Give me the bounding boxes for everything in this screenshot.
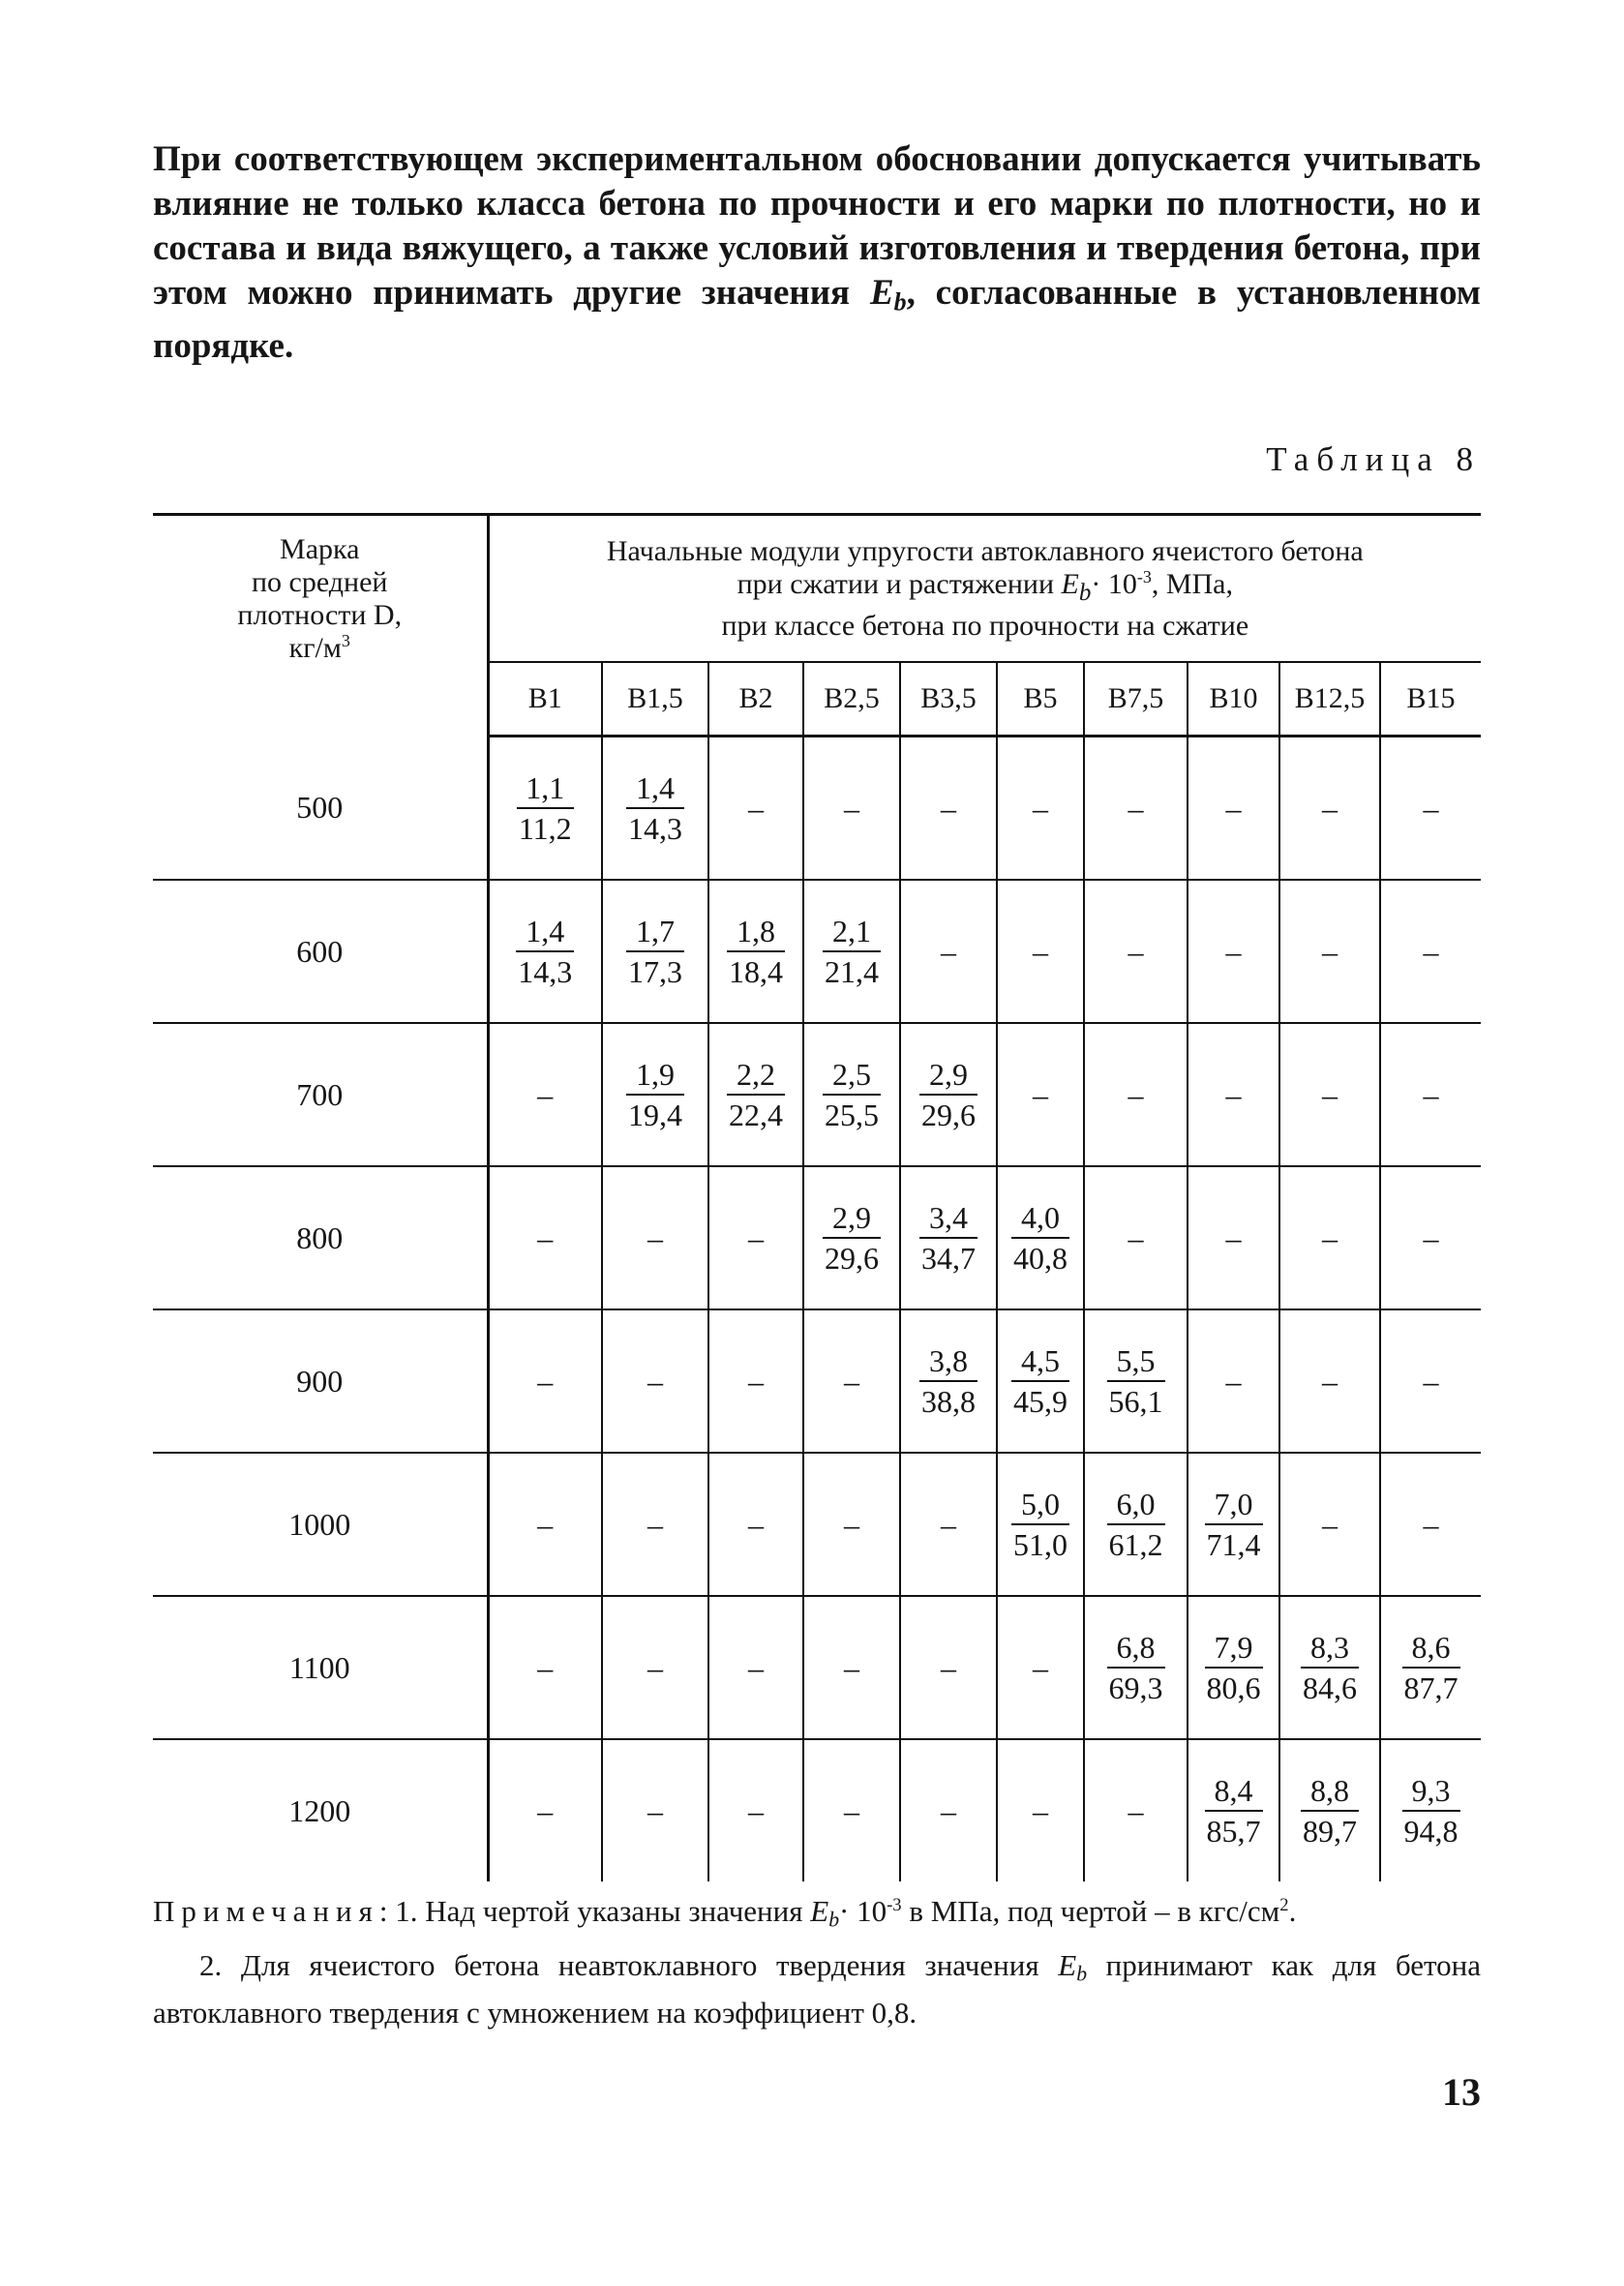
empty-cell: – <box>1084 737 1188 881</box>
modulus-fraction <box>919 1341 977 1421</box>
modulus-kgf: 11,2 <box>518 811 572 846</box>
density-cell: 1000 <box>153 1453 488 1596</box>
empty-cell: – <box>488 1166 602 1309</box>
modulus-cell <box>1188 1596 1279 1739</box>
modulus-mpa: 5,0 <box>1011 1485 1069 1525</box>
modulus-cell <box>1188 1739 1279 1881</box>
empty-cell: – <box>900 880 997 1023</box>
note-1: Примечания: 1. Над чертой указаны значения $E_b\cdot 10^{-3}$ в МПа, под чертой – в кгс/$см^2$. <box>153 1894 1297 1932</box>
modulus-cell <box>602 1023 708 1166</box>
modulus-fraction <box>1402 1771 1460 1850</box>
modulus-mpa: 8,8 <box>1301 1771 1359 1812</box>
modulus-mpa: 5,5 <box>1107 1341 1165 1382</box>
empty-cell: – <box>1279 1166 1380 1309</box>
empty-cell: – <box>1279 1453 1380 1596</box>
modulus-cell <box>900 1309 997 1453</box>
modulus-fraction <box>1011 1341 1069 1421</box>
modulus-mpa: 8,4 <box>1205 1771 1263 1812</box>
modulus-fraction <box>919 1055 977 1134</box>
empty-cell: – <box>997 737 1084 881</box>
empty-cell: – <box>997 1023 1084 1166</box>
empty-cell: – <box>1279 737 1380 881</box>
modulus-mpa: 7,9 <box>1205 1628 1263 1669</box>
modulus-mpa: 4,5 <box>1011 1341 1069 1382</box>
modulus-kgf: 14,3 <box>518 954 573 989</box>
modulus-kgf: 22,4 <box>729 1098 783 1132</box>
modulus-kgf: 19,4 <box>628 1098 682 1132</box>
modulus-mpa: 1,9 <box>626 1055 684 1096</box>
empty-cell: – <box>488 1023 602 1166</box>
empty-cell: – <box>1279 880 1380 1023</box>
modulus-fraction <box>919 1198 977 1278</box>
modulus-cell <box>1380 1596 1481 1739</box>
modulus-mpa: 8,6 <box>1402 1628 1460 1669</box>
modulus-header: Начальные модули упругости автоклавного ячеистого бетона при сжатии и растяжении $E_b\cdot 10^{-3}$, МПа, при классе бетона по прочности на сжатие <box>488 515 1481 663</box>
empty-cell: – <box>602 1739 708 1881</box>
empty-cell: – <box>1084 1023 1188 1166</box>
modulus-cell <box>708 1023 803 1166</box>
page-number: 13 <box>1442 2070 1481 2114</box>
empty-cell: – <box>900 1596 997 1739</box>
modulus-kgf: 56,1 <box>1108 1384 1163 1419</box>
modulus-fraction <box>1107 1485 1165 1564</box>
modulus-fraction <box>823 1055 881 1134</box>
modulus-cell <box>803 880 900 1023</box>
table-row <box>153 737 1481 881</box>
modulus-cell <box>1279 1739 1380 1881</box>
modulus-kgf: 61,2 <box>1108 1527 1163 1562</box>
modulus-cell <box>1188 1453 1279 1596</box>
modulus-mpa: 7,0 <box>1205 1485 1263 1525</box>
modulus-kgf: 25,5 <box>825 1098 879 1132</box>
class-header-cell: B3,5 <box>900 662 997 737</box>
modulus-mpa: 8,3 <box>1301 1628 1359 1669</box>
modulus-table <box>153 513 1481 1881</box>
modulus-kgf: 40,8 <box>1013 1241 1068 1276</box>
empty-cell: – <box>708 1596 803 1739</box>
empty-cell: – <box>803 1739 900 1881</box>
modulus-fraction <box>626 912 684 991</box>
modulus-mpa: 3,8 <box>919 1341 977 1382</box>
modulus-mpa: 2,9 <box>919 1055 977 1096</box>
table-row <box>153 880 1481 1023</box>
modulus-mpa: 2,1 <box>823 912 881 952</box>
modulus-fraction <box>727 1055 785 1134</box>
table-row <box>153 1739 1481 1881</box>
modulus-cell <box>997 1166 1084 1309</box>
modulus-mpa: 1,8 <box>727 912 785 952</box>
modulus-fraction <box>1011 1485 1069 1564</box>
empty-cell: – <box>602 1166 708 1309</box>
modulus-kgf: 71,4 <box>1206 1527 1261 1562</box>
table-row <box>153 1166 1481 1309</box>
empty-cell: – <box>803 1309 900 1453</box>
empty-cell: – <box>997 880 1084 1023</box>
modulus-fraction <box>1301 1628 1359 1707</box>
modulus-mpa: 1,7 <box>626 912 684 952</box>
empty-cell: – <box>708 1166 803 1309</box>
class-header-cell: B2,5 <box>803 662 900 737</box>
eb-symbol: $E_b$ <box>869 273 907 316</box>
empty-cell: – <box>900 737 997 881</box>
modulus-cell <box>602 880 708 1023</box>
empty-cell: – <box>708 1453 803 1596</box>
note-2: 2. Для ячеистого бетона неавтоклавного твердения значения $E_b$ принимают как для бетона автоклавного твердения с умножением на коэффициент 0,8. <box>153 1948 1481 2030</box>
modulus-mpa: 9,3 <box>1402 1771 1460 1812</box>
empty-cell: – <box>1279 1309 1380 1453</box>
empty-cell: – <box>537 1792 554 1828</box>
modulus-fraction <box>516 912 574 991</box>
empty-cell: – <box>708 737 803 881</box>
modulus-mpa: 1,4 <box>516 912 574 952</box>
empty-cell: – <box>1084 1739 1188 1881</box>
density-cell: 1200 <box>153 1739 488 1881</box>
modulus-mpa: 3,4 <box>919 1198 977 1239</box>
class-header-cell: B15 <box>1380 662 1481 737</box>
modulus-kgf: 87,7 <box>1403 1670 1459 1705</box>
modulus-kgf: 18,4 <box>729 954 783 989</box>
modulus-cell <box>488 880 602 1023</box>
empty-cell: – <box>1188 880 1279 1023</box>
modulus-kgf: 29,6 <box>921 1098 976 1132</box>
modulus-kgf: 34,7 <box>921 1241 976 1276</box>
table-caption: Таблица 8 <box>1266 440 1481 478</box>
empty-cell: – <box>708 1739 803 1881</box>
modulus-kgf: 38,8 <box>921 1384 976 1419</box>
empty-cell: – <box>900 1739 997 1881</box>
class-header-cell: B1,5 <box>602 662 708 737</box>
empty-cell: – <box>1380 1453 1481 1596</box>
empty-cell: – <box>1380 737 1481 881</box>
modulus-fraction <box>1402 1628 1460 1707</box>
class-header-cell: B12,5 <box>1279 662 1380 737</box>
empty-cell: – <box>488 1453 602 1596</box>
modulus-cell <box>803 1023 900 1166</box>
empty-cell: – <box>900 1453 997 1596</box>
modulus-mpa: 4,0 <box>1011 1198 1069 1239</box>
empty-cell: – <box>1084 880 1188 1023</box>
modulus-kgf: 17,3 <box>628 954 682 989</box>
modulus-fraction <box>1301 1771 1359 1850</box>
modulus-mpa: 1,4 <box>626 768 684 809</box>
empty-cell: – <box>997 1596 1084 1739</box>
modulus-cell <box>997 1453 1084 1596</box>
table-row <box>153 1023 1481 1166</box>
modulus-kgf: 94,8 <box>1403 1814 1459 1849</box>
modulus-mpa: 2,9 <box>823 1198 881 1239</box>
empty-cell: – <box>1188 737 1279 881</box>
modulus-cell <box>1380 1739 1481 1881</box>
table-notes <box>153 1892 1481 2032</box>
empty-cell: – <box>997 1739 1084 1881</box>
modulus-fraction <box>626 768 684 848</box>
empty-cell: – <box>1380 1166 1481 1309</box>
modulus-kgf: 69,3 <box>1108 1670 1163 1705</box>
modulus-kgf: 80,6 <box>1206 1670 1261 1705</box>
modulus-fraction <box>1107 1341 1165 1421</box>
modulus-mpa: 6,8 <box>1107 1628 1165 1669</box>
modulus-fraction <box>1205 1628 1263 1707</box>
density-cell: 600 <box>153 880 488 1023</box>
empty-cell: – <box>1380 1309 1481 1453</box>
modulus-mpa: 6,0 <box>1107 1485 1165 1525</box>
class-header-cell: B2 <box>708 662 803 737</box>
density-cell: 700 <box>153 1023 488 1166</box>
empty-cell: – <box>803 737 900 881</box>
modulus-fraction <box>1011 1198 1069 1278</box>
modulus-kgf: 89,7 <box>1303 1814 1357 1849</box>
class-header-cell: B1 <box>488 662 602 737</box>
empty-cell: – <box>488 1309 602 1453</box>
empty-cell: – <box>1188 1309 1279 1453</box>
modulus-cell <box>900 1166 997 1309</box>
modulus-cell <box>488 737 602 881</box>
modulus-fraction <box>517 768 574 848</box>
modulus-fraction <box>823 912 881 991</box>
modulus-fraction <box>823 1198 881 1278</box>
empty-cell: – <box>1188 1166 1279 1309</box>
modulus-fraction <box>1205 1485 1263 1564</box>
empty-cell: – <box>488 1596 602 1739</box>
modulus-cell <box>1084 1453 1188 1596</box>
modulus-kgf: 29,6 <box>825 1241 879 1276</box>
modulus-mpa: 2,2 <box>727 1055 785 1096</box>
empty-cell: – <box>1380 880 1481 1023</box>
modulus-cell <box>602 737 708 881</box>
empty-cell: – <box>1380 1023 1481 1166</box>
density-cell: 800 <box>153 1166 488 1309</box>
modulus-mpa: 2,5 <box>823 1055 881 1096</box>
density-cell: 500 <box>153 737 488 881</box>
modulus-kgf: 21,4 <box>825 954 879 989</box>
class-header-cell: B10 <box>1188 662 1279 737</box>
empty-cell: – <box>602 1309 708 1453</box>
modulus-kgf: 84,6 <box>1303 1670 1357 1705</box>
modulus-kgf: 51,0 <box>1013 1527 1068 1562</box>
modulus-fraction <box>1107 1628 1165 1707</box>
modulus-kgf: 45,9 <box>1013 1384 1068 1419</box>
modulus-kgf: 14,3 <box>628 811 682 846</box>
modulus-cell <box>900 1023 997 1166</box>
empty-cell: – <box>602 1453 708 1596</box>
modulus-cell <box>1084 1596 1188 1739</box>
modulus-cell <box>997 1309 1084 1453</box>
empty-cell: – <box>1188 1023 1279 1166</box>
empty-cell: – <box>602 1596 708 1739</box>
class-header-cell: B7,5 <box>1084 662 1188 737</box>
modulus-cell <box>708 880 803 1023</box>
modulus-fraction <box>626 1055 684 1134</box>
class-header-cell: B5 <box>997 662 1084 737</box>
density-cell: 1100 <box>153 1596 488 1739</box>
modulus-kgf: 85,7 <box>1206 1814 1261 1849</box>
modulus-cell <box>1084 1309 1188 1453</box>
modulus-mpa: 1,1 <box>517 768 574 809</box>
empty-cell: – <box>803 1596 900 1739</box>
modulus-fraction <box>1205 1771 1263 1850</box>
modulus-cell <box>1279 1596 1380 1739</box>
empty-cell: – <box>1084 1166 1188 1309</box>
intro-paragraph: При соответствующем экспериментальном обосновании допускается учитывать влияние не только класса бетона по прочности и его марки по плотности, но и состава и вида вяжущего, а также условий изготовления и твердения бетона, при этом можно принимать другие значения $E_b$, согласованные в установленном порядке. <box>153 139 1481 367</box>
table-row <box>153 1453 1481 1596</box>
table-row <box>153 1309 1481 1453</box>
empty-cell: – <box>803 1453 900 1596</box>
modulus-fraction <box>727 912 785 991</box>
table-row <box>153 1596 1481 1739</box>
modulus-cell <box>803 1166 900 1309</box>
density-cell: 900 <box>153 1309 488 1453</box>
empty-cell: – <box>708 1309 803 1453</box>
density-header: Марка по средней плотности D, $кг/м^3$ <box>153 515 488 737</box>
empty-cell: – <box>1279 1023 1380 1166</box>
